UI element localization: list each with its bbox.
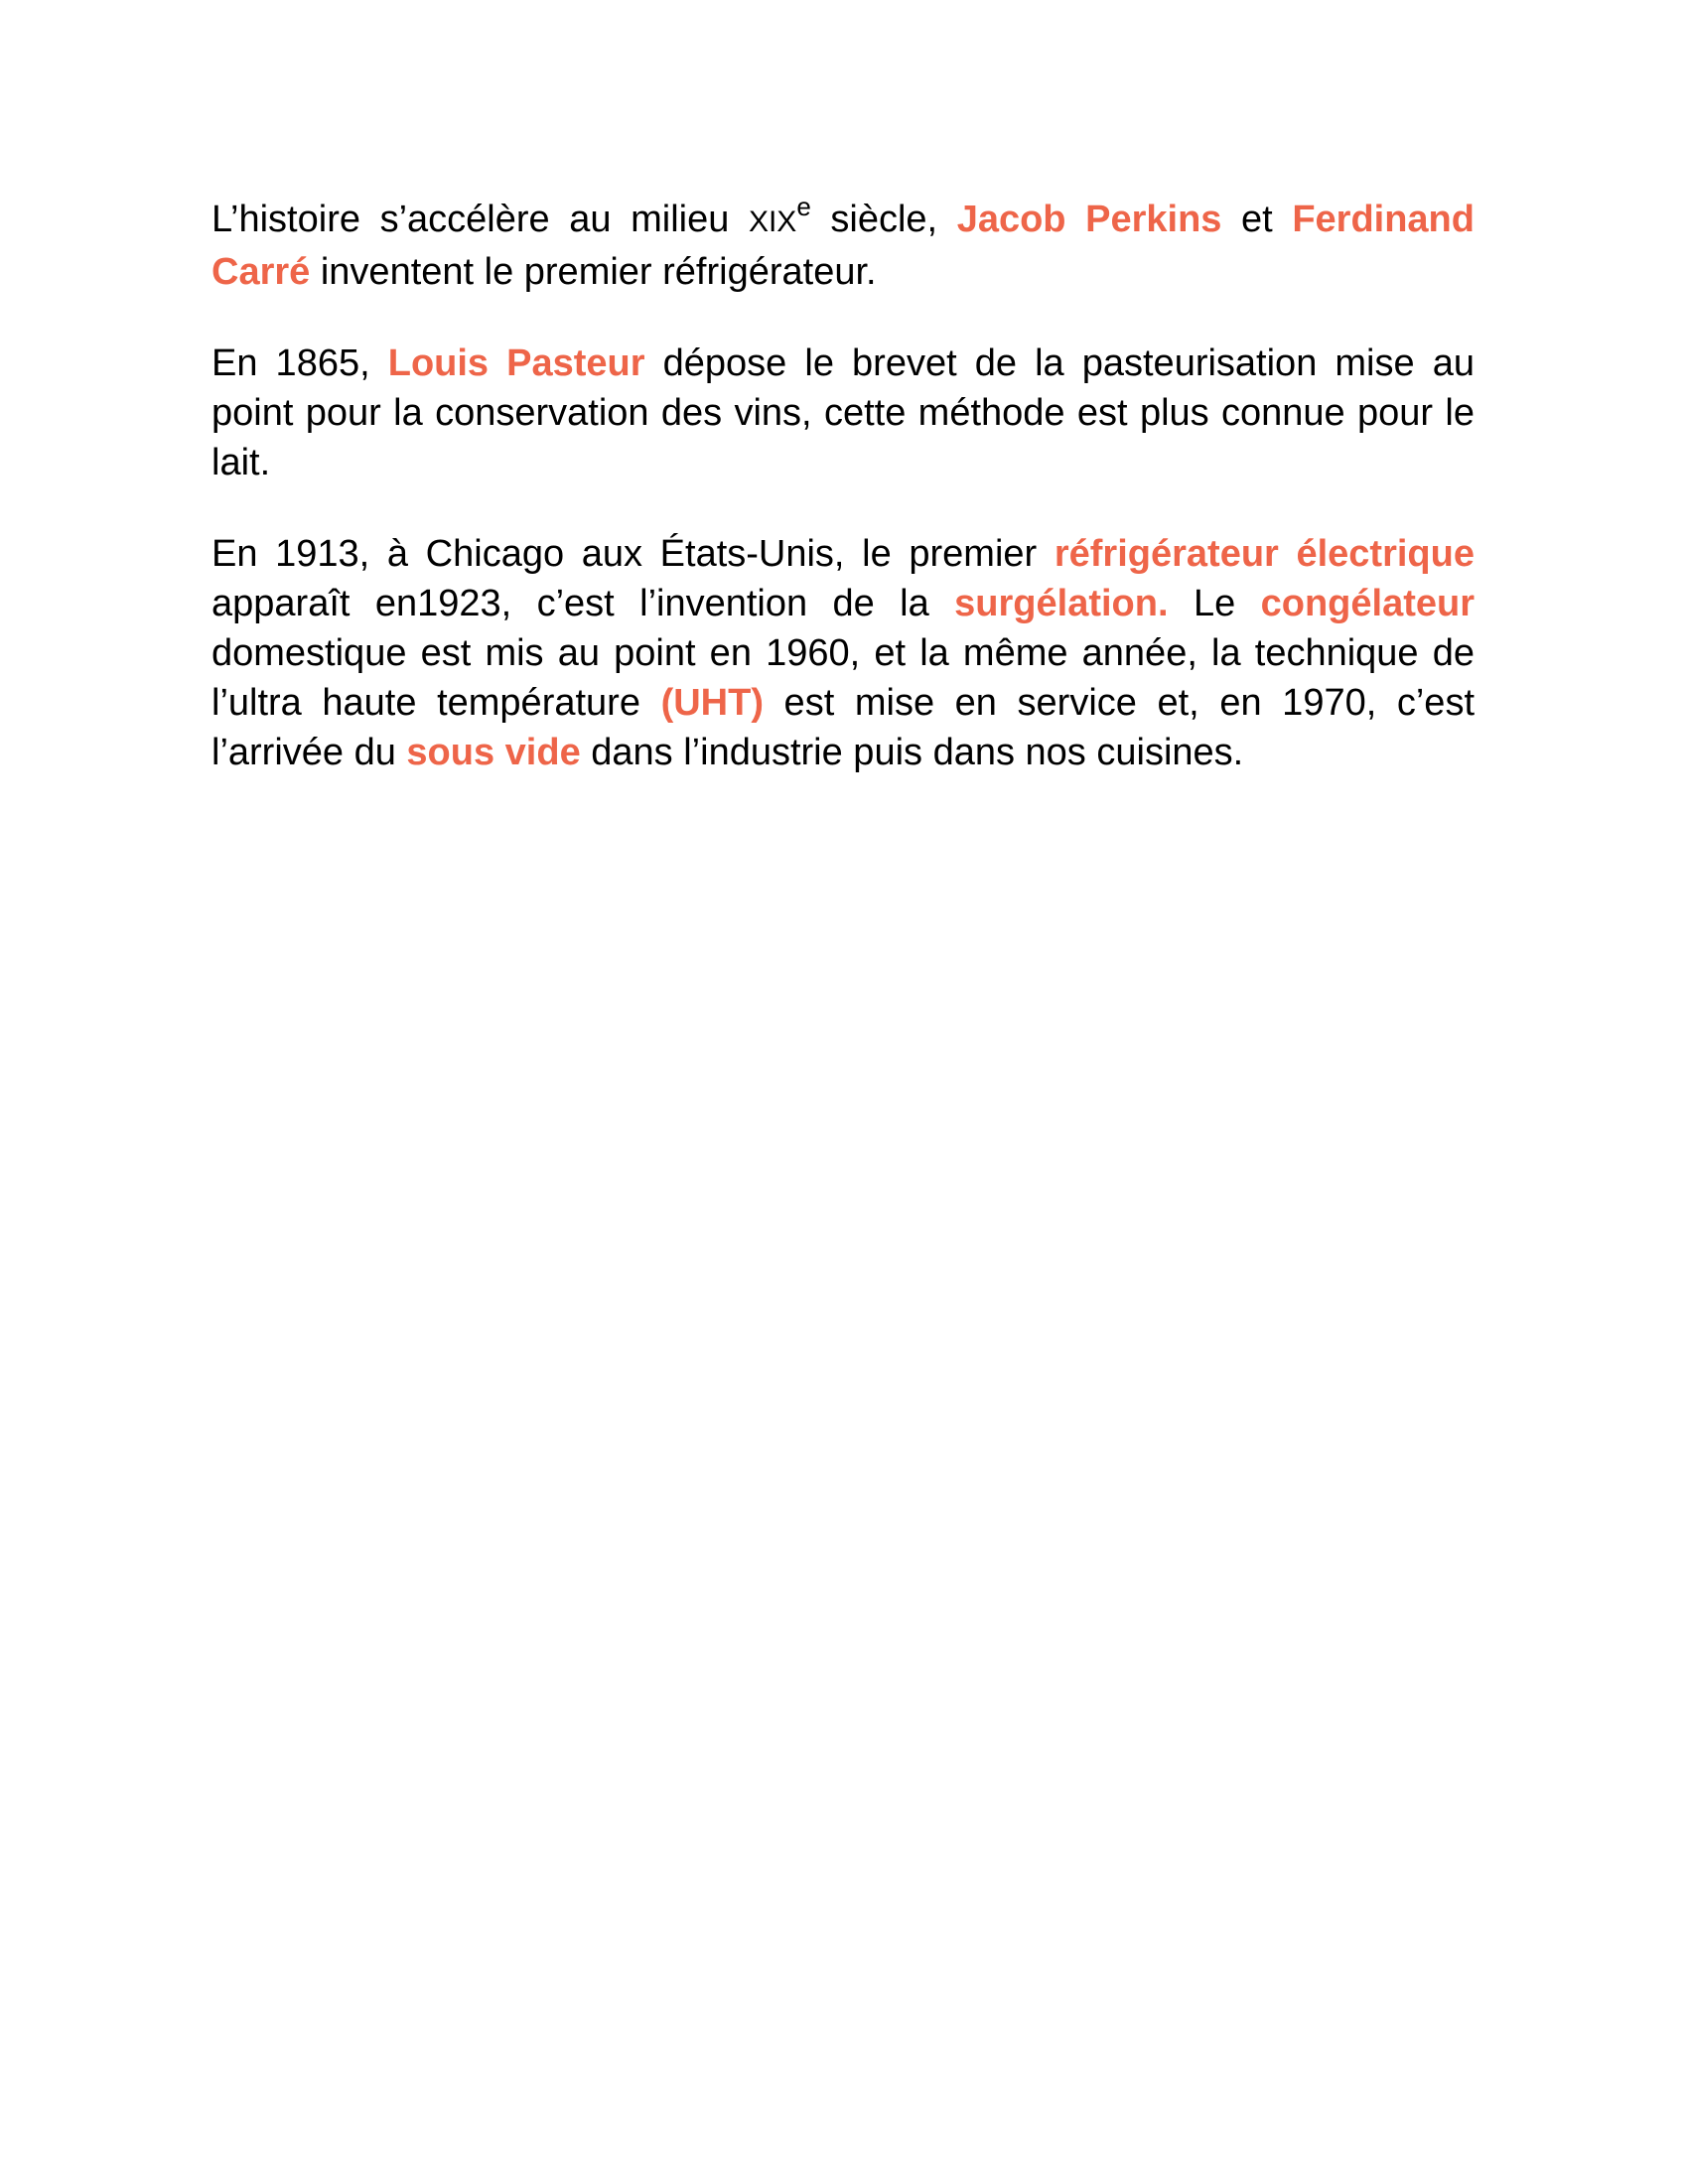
highlight-refrigerateur-electrique: réfrigérateur électrique xyxy=(1054,533,1475,575)
paragraph-refrigeration-history xyxy=(211,529,1475,777)
text-run: et xyxy=(1221,199,1293,240)
paragraph-pasteur xyxy=(211,339,1475,487)
text-run: inventent le premier réfrigérateur. xyxy=(310,251,877,293)
highlight-uht: (UHT) xyxy=(660,682,764,724)
text-run: domestique est mis au point en 1960, et la même année, la technique de l’ultra haute température xyxy=(211,632,1475,724)
document-body xyxy=(211,192,1475,777)
highlight-surgelation: surgélation. xyxy=(954,583,1169,624)
text-run: En 1865, xyxy=(211,342,388,384)
text-run: En 1913, à Chicago aux États-Unis, le premier xyxy=(211,533,1055,575)
century-superscript: e xyxy=(796,192,811,221)
century-numeral: XIX xyxy=(748,205,797,238)
highlight-congelateur: congélateur xyxy=(1260,583,1475,624)
highlight-jacob-perkins: Jacob Perkins xyxy=(956,199,1222,240)
text-run: L’histoire s’accélère au milieu xyxy=(211,199,749,240)
text-run: dans l’industrie puis dans nos cuisines. xyxy=(580,732,1244,773)
text-run: est mise en service et, en 1970, c’est l’arrivée du xyxy=(211,682,1475,773)
paragraph-perkins-carre xyxy=(211,192,1475,297)
highlight-louis-pasteur: Louis Pasteur xyxy=(387,342,645,384)
text-run: Le xyxy=(1168,583,1261,624)
highlight-ferdinand-carre: Ferdinand Carré xyxy=(211,199,1475,293)
text-run: apparaît en1923, c’est l’invention de la xyxy=(211,583,955,624)
highlight-sous-vide: sous vide xyxy=(406,732,581,773)
text-run: dépose le brevet de la pasteurisation mise au point pour la conservation des vins, cette méthode est plus connue pour le lait. xyxy=(211,342,1475,483)
text-run: siècle, xyxy=(810,199,957,240)
